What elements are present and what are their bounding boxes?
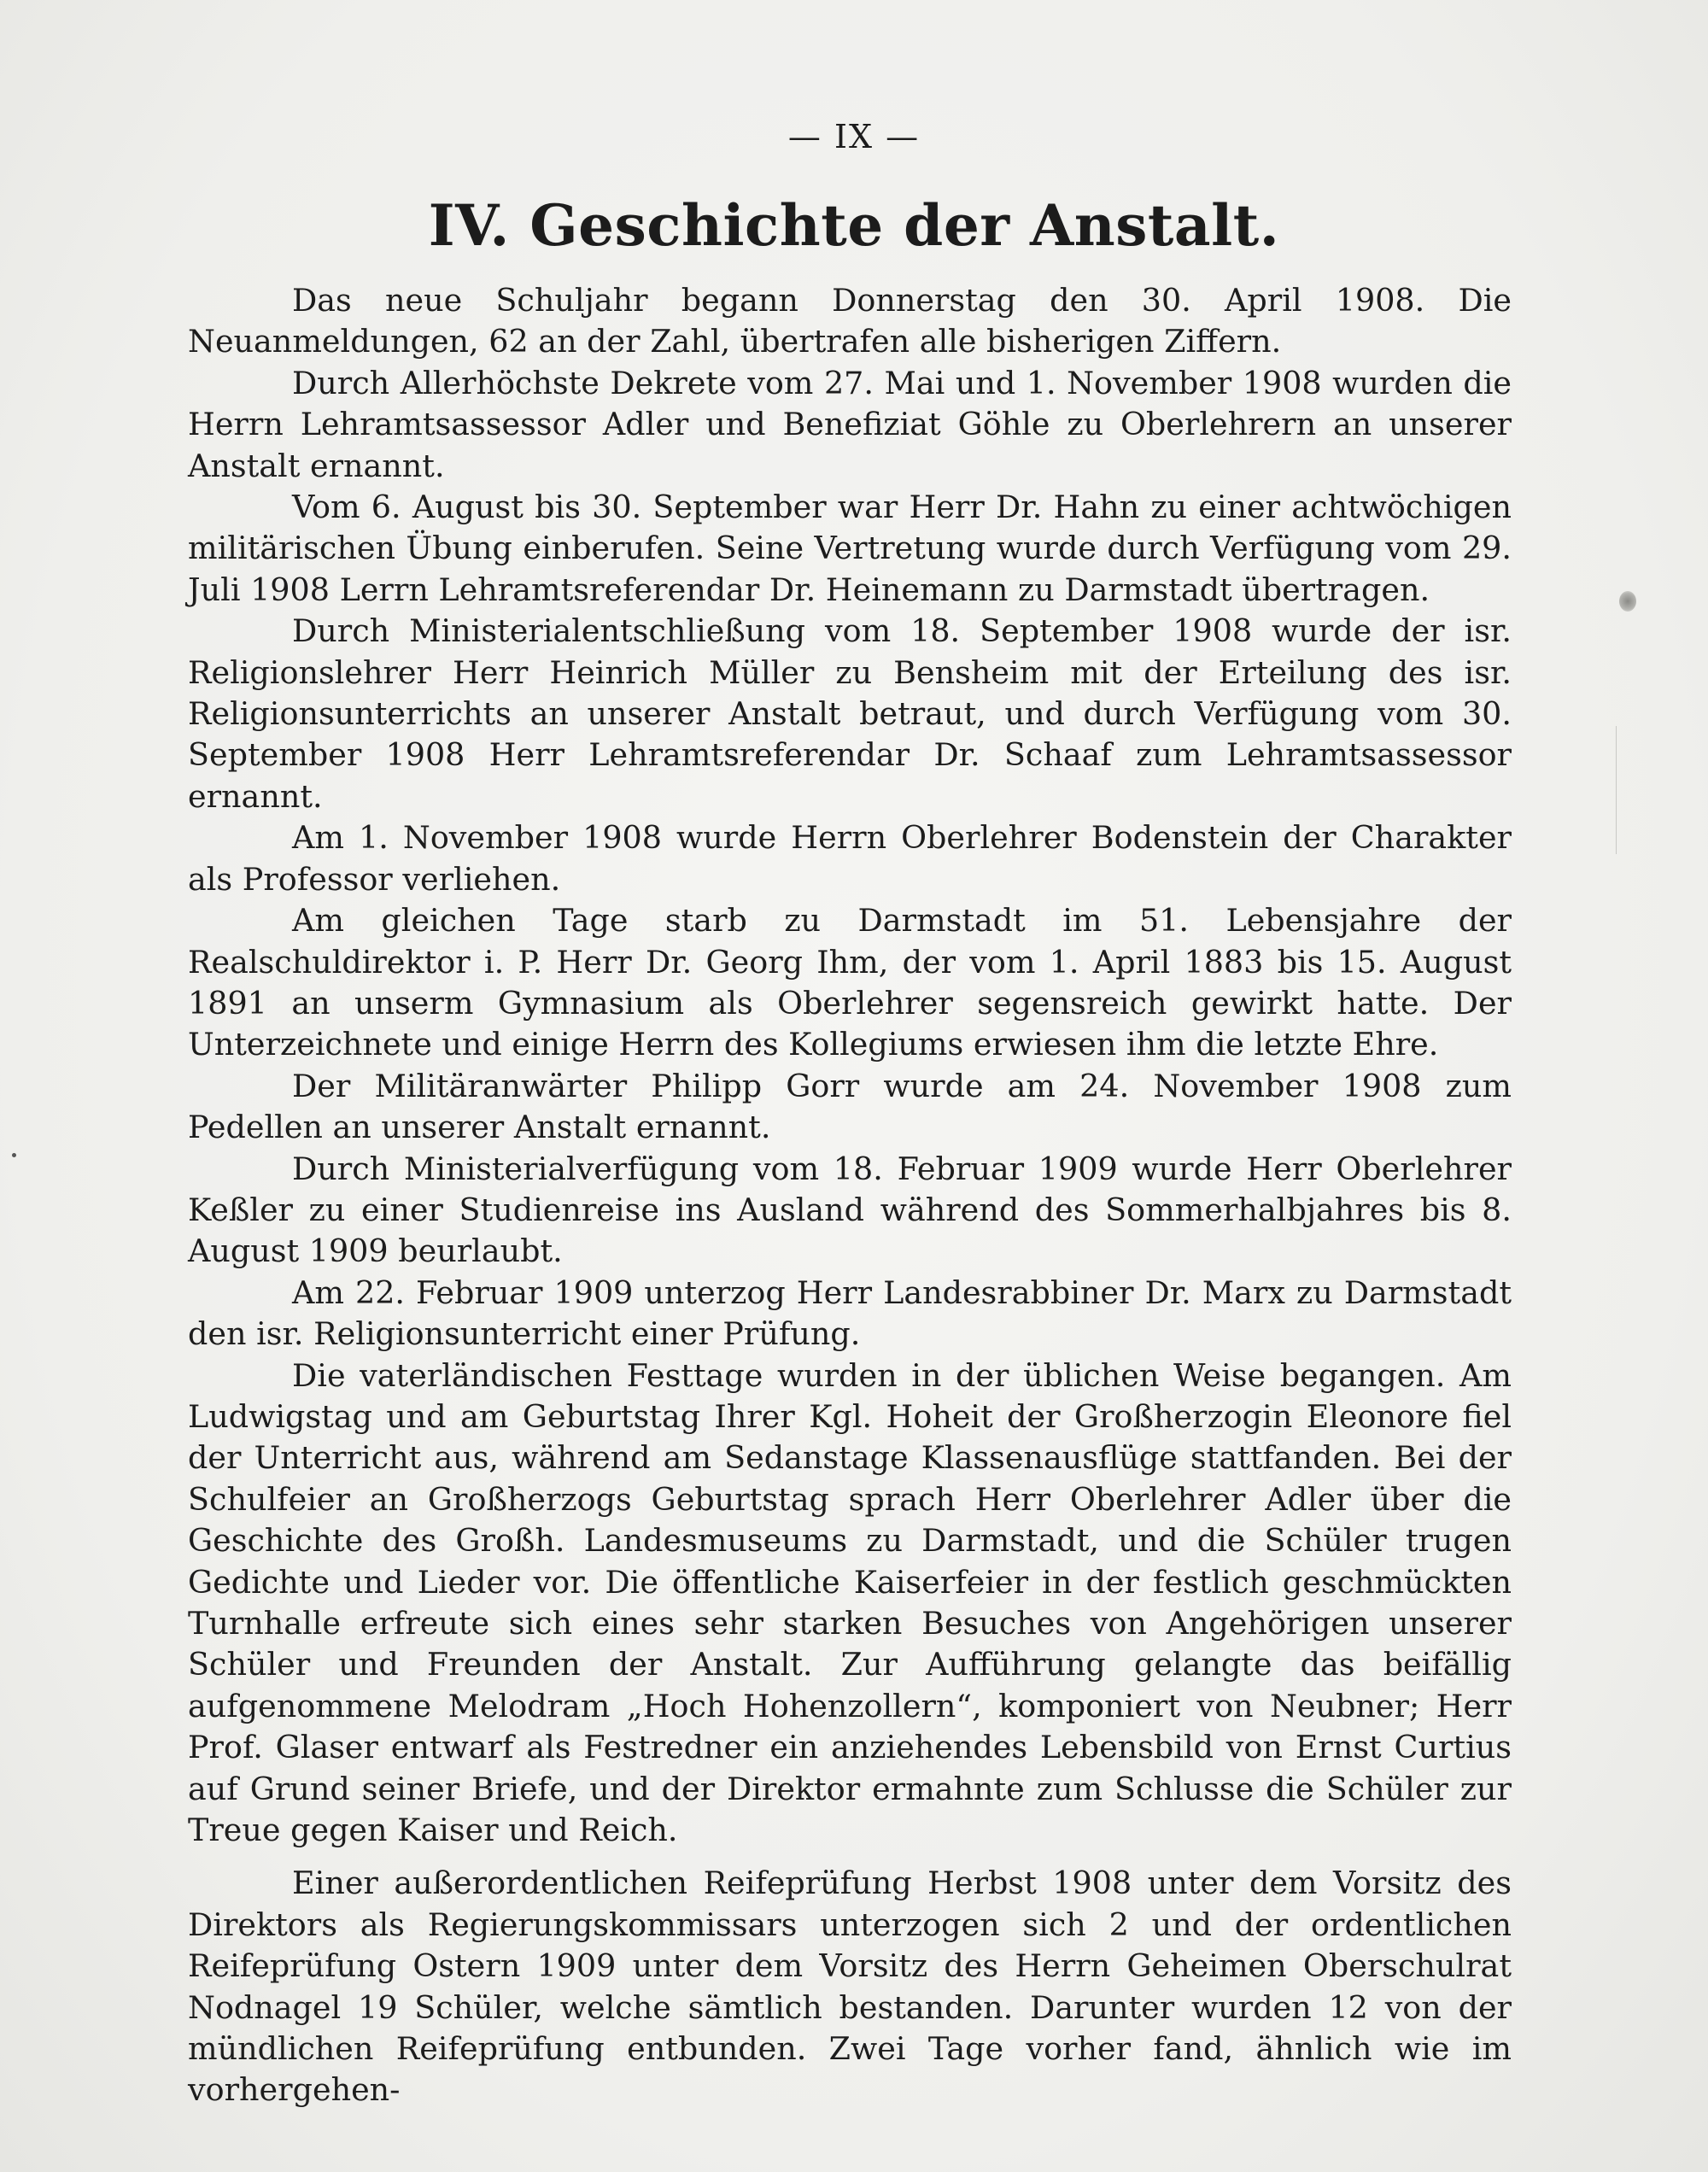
section-heading: IV. Geschichte der Anstalt. xyxy=(428,192,1280,259)
paragraph: Durch Allerhöchste Dekrete vom 27. Mai und 1. November 1908 wurden die Herrn Lehramtsassessor Adler und Benefiziat Göhle zu Oberlehrern an unserer Anstalt ernannt. xyxy=(188,364,1512,484)
paper-speck xyxy=(1619,591,1636,612)
paragraph: Das neue Schuljahr begann Donnerstag den 30. April 1908. Die Neuanmeldungen, 62 an der Zahl, übertrafen alle bisherigen Ziffern. xyxy=(188,282,1512,360)
paragraph: Einer außerordentlichen Reifeprüfung Herbst 1908 unter dem Vorsitz des Direktors als Regierungskommissars unterzogen sich 2 und der ordentlichen Reifeprüfung Ostern 1909 unter dem Vorsitz des Herrn Geheimen Oberschulrat Nodnagel 19 Schüler, welche sämtlich bestanden. Darunter wurden 12 von der mündlichen Reifeprüfung entbunden. Zwei Tage vorher fand, ähnlich wie im vorhergehen- xyxy=(188,1865,1512,2109)
paragraph: Durch Ministerialverfügung vom 18. Februar 1909 wurde Herr Oberlehrer Keßler zu einer Studienreise ins Ausland während des Sommerhalbjahres bis 8. August 1909 beurlaubt. xyxy=(188,1150,1512,1270)
paragraph: Am 1. November 1908 wurde Herrn Oberlehrer Bodenstein der Charakter als Professor verliehen. xyxy=(188,819,1512,898)
paragraph: Am 22. Februar 1909 unterzog Herr Landesrabbiner Dr. Marx zu Darmstadt den isr. Religionsunterricht einer Prüfung. xyxy=(188,1273,1512,1353)
body-text xyxy=(188,280,1512,2111)
page-number: — IX — xyxy=(787,118,921,155)
paragraph: Die vaterländischen Festtage wurden in der üblichen Weise begangen. Am Ludwigstag und am Geburtstag Ihrer Kgl. Hoheit der Großherzogin Eleonore fiel der Unterricht aus, während am Sedanstage Klassenausflüge stattfanden. Bei der Schulfeier an Großherzogs Geburtstag sprach Herr Oberlehrer Adler über die Geschichte des Großh. Landesmuseums zu Darmstadt, und die Schüler trugen Gedichte und Lieder vor. Die öffentliche Kaiserfeier in der festlich geschmückten Turnhalle erfreute sich eines sehr starken Besuches von Angehörigen unserer Schüler und Freunden der Anstalt. Zur Aufführung gelangte das beifällig aufgenommene Melodram „Hoch Hohenzollern“, komponiert von Neubner; Herr Prof. Glaser entwarf als Festredner ein anziehendes Lebensbild von Ernst Curtius auf Grund seiner Briefe, und der Direktor ermahnte zum Schlusse die Schüler zur Treue gegen Kaiser und Reich. xyxy=(188,1356,1512,1849)
margin-dot xyxy=(12,1153,16,1157)
paragraph: Am gleichen Tage starb zu Darmstadt im 51. Lebensjahre der Realschuldirektor i. P. Herr Dr. Georg Ihm, der vom 1. April 1883 bis 15. August 1891 an unserm Gymnasium als Oberlehrer segensreich gewirkt hatte. Der Unterzeichnete und einige Herrn des Kollegiums erwiesen ihm die letzte Ehre. xyxy=(188,902,1512,1063)
paragraph: Vom 6. August bis 30. September war Herr Dr. Hahn zu einer achtwöchigen militärischen Übung einberufen. Seine Vertretung wurde durch Verfügung vom 29. Juli 1908 Lerrn Lehramtsreferendar Dr. Heinemann zu Darmstadt übertragen. xyxy=(188,489,1512,608)
margin-mark xyxy=(1616,726,1617,854)
paragraph: Der Militäranwärter Philipp Gorr wurde am 24. November 1908 zum Pedellen an unserer Anstalt ernannt. xyxy=(188,1067,1512,1146)
paragraph: Durch Ministerialentschließung vom 18. September 1908 wurde der isr. Religionslehrer Herr Heinrich Müller zu Bensheim mit der Erteilung des isr. Religionsunterrichts an unserer Anstalt betraut, und durch Verfügung vom 30. September 1908 Herr Lehramtsreferendar Dr. Schaaf zum Lehramtsassessor ernannt. xyxy=(188,612,1512,815)
